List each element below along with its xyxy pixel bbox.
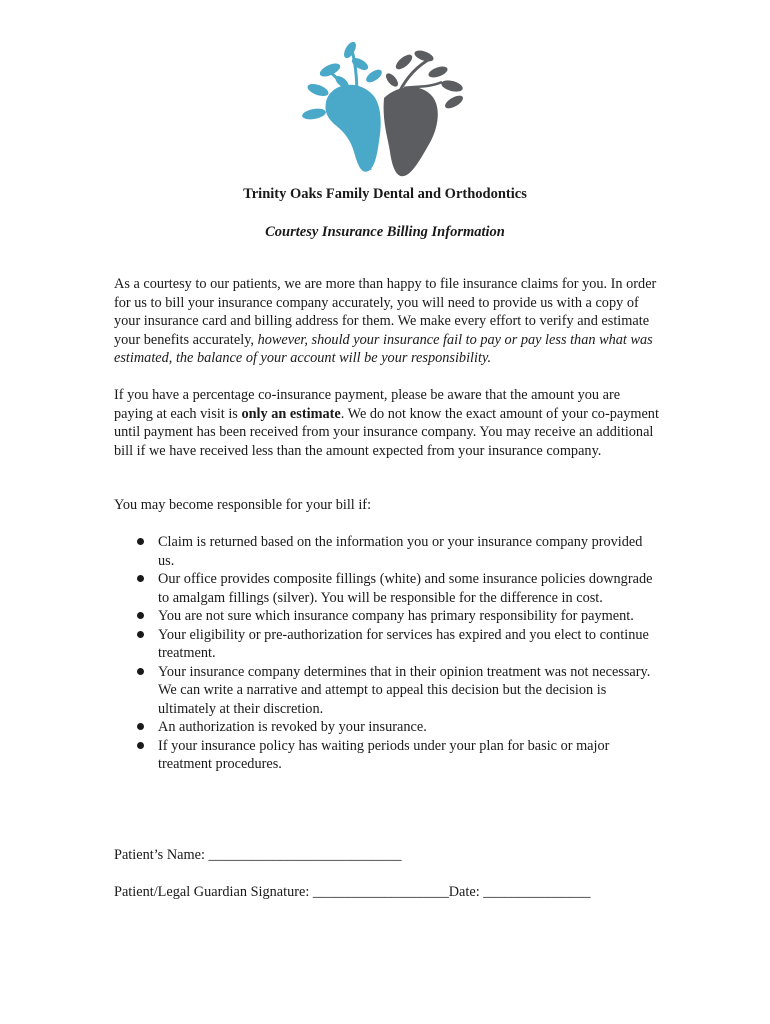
- list-item: [114, 533, 662, 570]
- tooth-tree-logo-icon: [300, 42, 466, 178]
- list-item-text: If your insurance policy has waiting periods under your plan for basic or major treatment procedures.: [158, 737, 610, 772]
- responsibility-notice: however, should your insurance fail to pay or pay less than what was estimated, the balance of your account will be your responsibility.: [114, 331, 653, 366]
- bullet-icon: [137, 612, 144, 619]
- list-item: [114, 626, 662, 663]
- estimate-emphasis: only an estimate: [241, 405, 341, 422]
- list-item: [114, 570, 662, 607]
- responsibility-list: [114, 533, 662, 774]
- logo-tooth-gray: [384, 87, 438, 176]
- coinsurance-text-before: If you have a percentage co-insurance payment, please be aware that the amount you are paying at each visit is: [114, 387, 621, 422]
- coinsurance-paragraph: [114, 386, 662, 460]
- courtesy-paragraph: [114, 275, 662, 368]
- coinsurance-text-after: . We do not know the exact amount of your co-payment until payment has been received from your insurance company. You may receive an additional bill if we have received less than the amount expected from your insurance company.: [114, 405, 659, 459]
- bullet-icon: [137, 668, 144, 675]
- patient-name-field[interactable]: Patient’s Name: ___________________________: [114, 847, 402, 863]
- list-item-text: Your insurance company determines that in their opinion treatment was not necessary. We can write a narrative and attempt to appeal this decision but the decision is ultimately at their discretion.: [158, 663, 651, 717]
- document-title: Courtesy Insurance Billing Information: [265, 224, 505, 240]
- bullet-icon: [137, 723, 144, 730]
- date-field[interactable]: Date: _______________: [448, 884, 591, 900]
- bullet-icon: [137, 631, 144, 638]
- bullet-icon: [137, 742, 144, 749]
- responsibility-intro: You may become responsible for your bill if:: [114, 497, 372, 513]
- list-item: [114, 718, 662, 737]
- list-item-text: Your eligibility or pre-authorization for services has expired and you elect to continue treatment.: [158, 626, 649, 661]
- signature-date-row: [114, 883, 591, 902]
- list-item: [114, 737, 662, 774]
- list-item: [114, 607, 662, 626]
- list-item-text: Our office provides composite fillings (white) and some insurance policies downgrade to amalgam fillings (silver). You will be responsible for the difference in cost.: [158, 571, 653, 606]
- list-item-text: An authorization is revoked by your insurance.: [158, 719, 427, 735]
- practice-name: Trinity Oaks Family Dental and Orthodontics: [243, 186, 527, 202]
- list-item-text: Claim is returned based on the information you or your insurance company provided us.: [158, 534, 643, 569]
- list-item-text: You are not sure which insurance company has primary responsibility for payment.: [158, 608, 634, 624]
- list-item: [114, 663, 662, 719]
- bullet-icon: [137, 538, 144, 545]
- bullet-icon: [137, 575, 144, 582]
- signature-field[interactable]: Patient/Legal Guardian Signature: ___________________: [114, 884, 449, 900]
- courtesy-paragraph-text: As a courtesy to our patients, we are more than happy to file insurance claims for you. In order for us to bill your insurance company accurately, you will need to provide us with a copy of your insurance card and billing address for them. We make every effort to verify and estimate your benefits accurately,: [114, 276, 657, 348]
